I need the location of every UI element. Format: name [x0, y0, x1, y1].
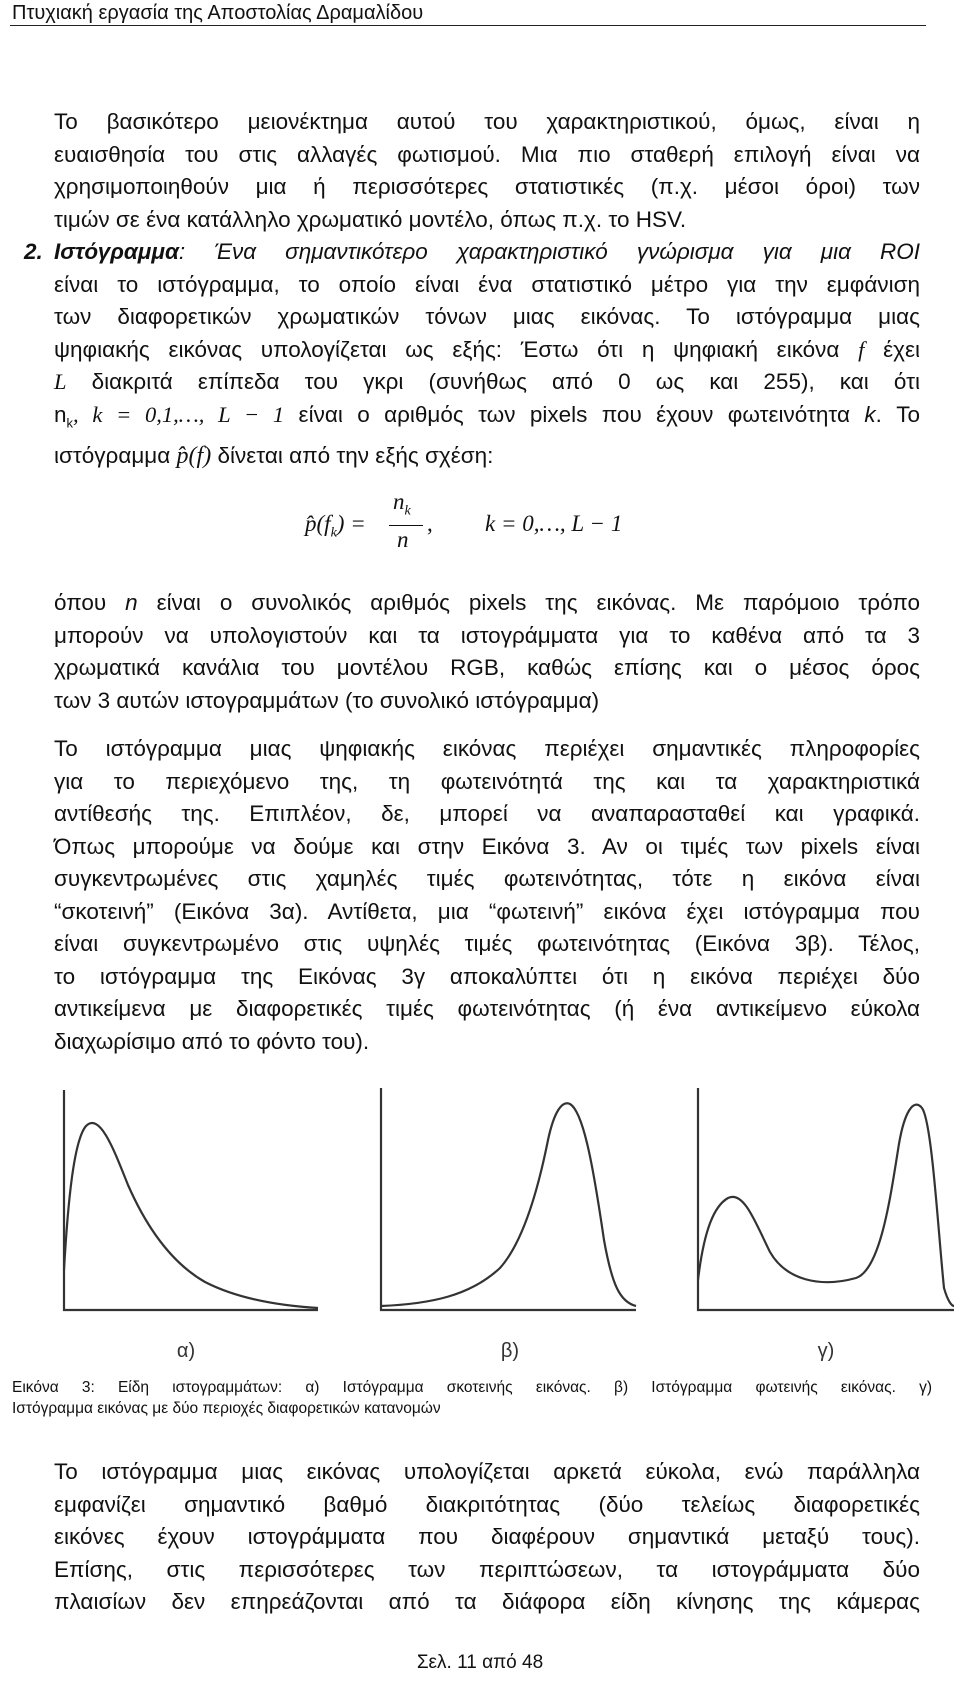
histogram-c-curve [698, 1105, 954, 1306]
histogram-a-curve [64, 1123, 318, 1308]
text-line: το ιστόγραμμα της Εικόνας 3γ αποκαλύπτει ότι η εικόνα περιέχει δύο [54, 963, 920, 989]
text-line: αντίθεσής της. Επιπλέον, δε, μπορεί να αναπαρασταθεί και γραφικά. [54, 801, 920, 826]
text-line: των διαφορετικών χρωματικών τόνων μιας εικόνας. Το ιστόγραμμα μιας [54, 304, 920, 329]
math-k: k [864, 401, 876, 427]
text-line: Το ιστόγραμμα μιας ψηφιακής εικόνας περιέχει σημαντικές πληροφορίες [54, 736, 920, 761]
text-line: “σκοτεινή” (Εικόνα 3α). Αντίθετα, μια “φωτεινή” εικόνα έχει ιστόγραμμα που [54, 898, 920, 924]
text-line: αντικείμενα με διαφορετικές τιμές φωτεινότητας (ή ένα αντικείμενο εύκολα [54, 996, 920, 1021]
text-line: πλαισίων δεν επηρεάζονται από τα διάφορα είδη κίνησης της κάμερας [54, 1589, 920, 1614]
math-range: , k = 0,1,…, L − 1 [73, 401, 285, 427]
text-line: όπου n είναι ο συνολικός αριθμός pixels της εικόνας. Με παρόμοιο τρόπο [54, 590, 920, 615]
paragraph-5 [54, 1456, 920, 1619]
text-line: μπορούν να υπολογιστούν και τα ιστογράμματα για το καθένα από τα 3 [54, 622, 920, 648]
figure-caption [12, 1377, 932, 1419]
math-n: n [54, 401, 67, 427]
text-line: Όπως μπορούμε να δούμε και στην Εικόνα 3. Αν οι τιμές των pixels είναι [54, 833, 920, 859]
text-span: δίνεται από την εξής σχέση: [217, 442, 494, 468]
text-span: έχει [883, 336, 920, 362]
histogram-c-axes [698, 1088, 954, 1310]
text-line: Το ιστόγραμμα μιας εικόνας υπολογίζεται αρκετά εύκολα, ενώ παράλληλα [54, 1459, 920, 1484]
text-span: διακριτά επίπεδα του γκρι (συνήθως από 0 ως και 255), και ότι [91, 369, 920, 394]
text-line: για το περιεχόμενο της, τη φωτεινότητά της και τα χαρακτηριστικά [54, 768, 920, 794]
math-L: L [54, 369, 67, 394]
text-line: τιμών σε ένα κατάλληλο χρωματικό μοντέλο, όπως π.χ. το HSV. [54, 206, 687, 232]
text-span: ιστόγραμμα [54, 442, 171, 468]
text-line: είναι συγκεντρωμένο στις υψηλές τιμές φωτεινότητας (Εικόνα 3β). Τέλος, [54, 931, 920, 956]
text-line: των 3 αυτών ιστογραμμάτων (το συνολικό ιστόγραμμα) [54, 687, 600, 713]
formula-lhs: $p̂(f_k)$ = [305, 511, 366, 541]
text-line: εικόνες έχουν ιστογράμματα που διαφέρουν σημαντικά μεταξύ τους). [54, 1524, 920, 1549]
math-sub-k: k [66, 415, 74, 430]
text-line: χρησιμοποιηθούν μια ή περισσότερες στατιστικές (π.χ. μέσοι όροι) των [54, 174, 920, 199]
text-line: χρωματικά κανάλια του μοντέλου RGB, καθώς επίσης και ο μέσος όρος [54, 655, 920, 680]
text-line: ευαισθησία του στις αλλαγές φωτισμού. Μια πιο σταθερή επιλογή είναι να [54, 141, 920, 167]
formula-rhs: k = 0,…, L − 1 [485, 511, 623, 536]
text-line: Επίσης, στις περισσότερες των περιπτώσεων, τα ιστογράμματα δύο [54, 1556, 920, 1582]
math-n: n [125, 590, 138, 615]
text-line: εμφανίζει σημαντικό βαθμό διακριτότητας (δύο τελείως διαφορετικές [54, 1491, 920, 1517]
math-f: f [858, 336, 865, 362]
histogram-a-axes [64, 1090, 318, 1310]
math-p-hat-f: p̂(f) [176, 442, 212, 469]
text-line: είναι το ιστόγραμμα, το οποίο είναι ένα στατιστικό μέτρο για την εμφάνιση [54, 271, 920, 297]
figure-label-c: γ) [817, 1340, 835, 1362]
text-span: ψηφιακής εικόνας υπολογίζεται ως εξής: Έστω ότι η ψηφιακή εικόνα [54, 336, 840, 362]
text-line: διαχωρίσιμο από το φόντο του). [54, 1028, 370, 1054]
formula-numerator: $n_k$ [393, 489, 411, 519]
formula-comma: , [427, 511, 433, 536]
text-span: είναι ο αριθμός των pixels που έχουν φωτεινότητα [298, 401, 850, 427]
term-colon: : Ένα σημαντικότερο χαρακτηριστικό γνώρισμα για μια ROI [178, 239, 920, 264]
page-number-footer: Σελ. 11 από 48 [416, 1652, 544, 1673]
text-span: . Το [875, 401, 920, 427]
text-line: συγκεντρωμένες στις χαμηλές τιμές φωτεινότητας, τότε η εικόνα είναι [54, 866, 920, 891]
caption-line: Εικόνα 3: Είδη ιστογραμμάτων: α) Ιστόγραμμα σκοτεινής εικόνας. β) Ιστόγραμμα φωτεινής εικόνας. γ) [12, 1379, 932, 1396]
text-line: Το βασικότερο μειονέκτημα αυτού του χαρακτηριστικού, όμως, είναι η [54, 109, 920, 134]
list-item-number: 2. [24, 239, 43, 264]
figure-label-a: α) [176, 1340, 196, 1362]
page-header-title: Πτυχιακή εργασία της Αποστολίας Δραμαλίδου [12, 2, 424, 24]
formula-denominator: n [397, 527, 409, 552]
figure-label-b: β) [500, 1340, 520, 1362]
histogram-b-curve [381, 1103, 636, 1306]
caption-line: Ιστόγραμμα εικόνας με δύο περιοχές διαφορετικών κατανομών [12, 1400, 441, 1417]
term-histogram: Ιστόγραμμα [54, 239, 179, 264]
